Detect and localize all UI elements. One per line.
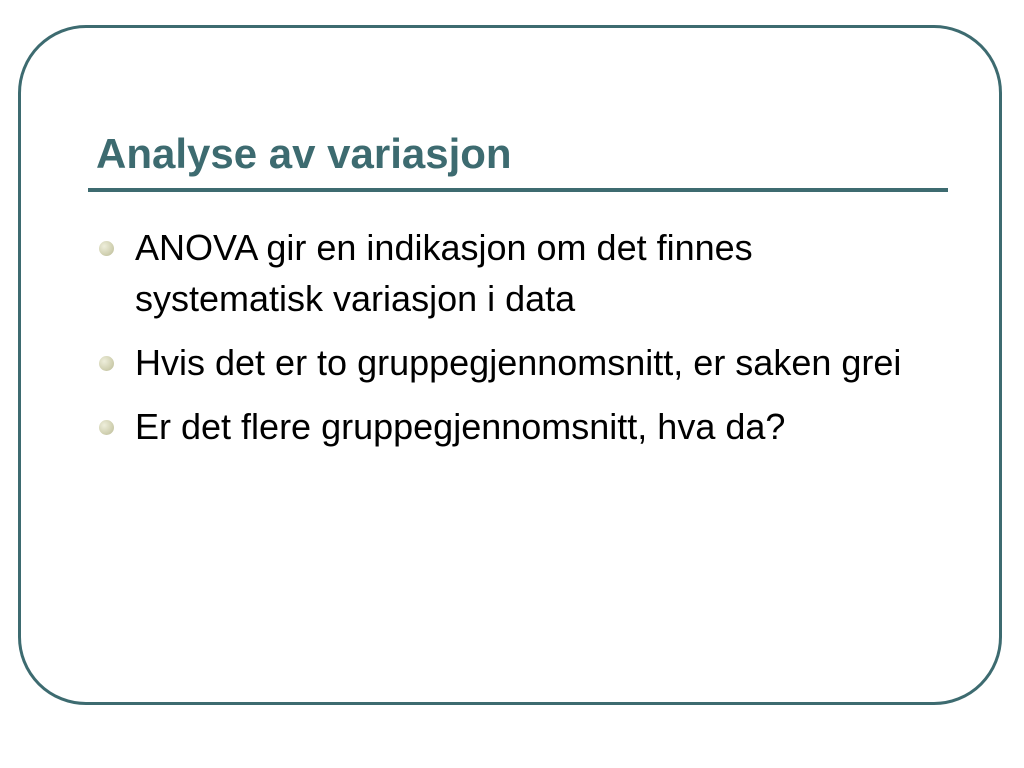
bullet-item <box>96 401 946 452</box>
bullet-item <box>96 337 946 388</box>
title-divider <box>88 188 948 192</box>
bullet-text: Er det flere gruppegjennomsnitt, hva da? <box>135 406 786 447</box>
bullet-text: Hvis det er to gruppegjennomsnitt, er saken grei <box>135 342 902 383</box>
bullet-item <box>96 222 946 324</box>
bullet-dot-icon <box>99 241 114 256</box>
bullet-text: ANOVA gir en indikasjon om det finnes systematisk variasjon i data <box>135 227 753 319</box>
slide-title: Analyse av variasjon <box>96 130 512 177</box>
bullet-dot-icon <box>99 356 114 371</box>
bullet-list <box>96 222 946 465</box>
bullet-dot-icon <box>99 420 114 435</box>
